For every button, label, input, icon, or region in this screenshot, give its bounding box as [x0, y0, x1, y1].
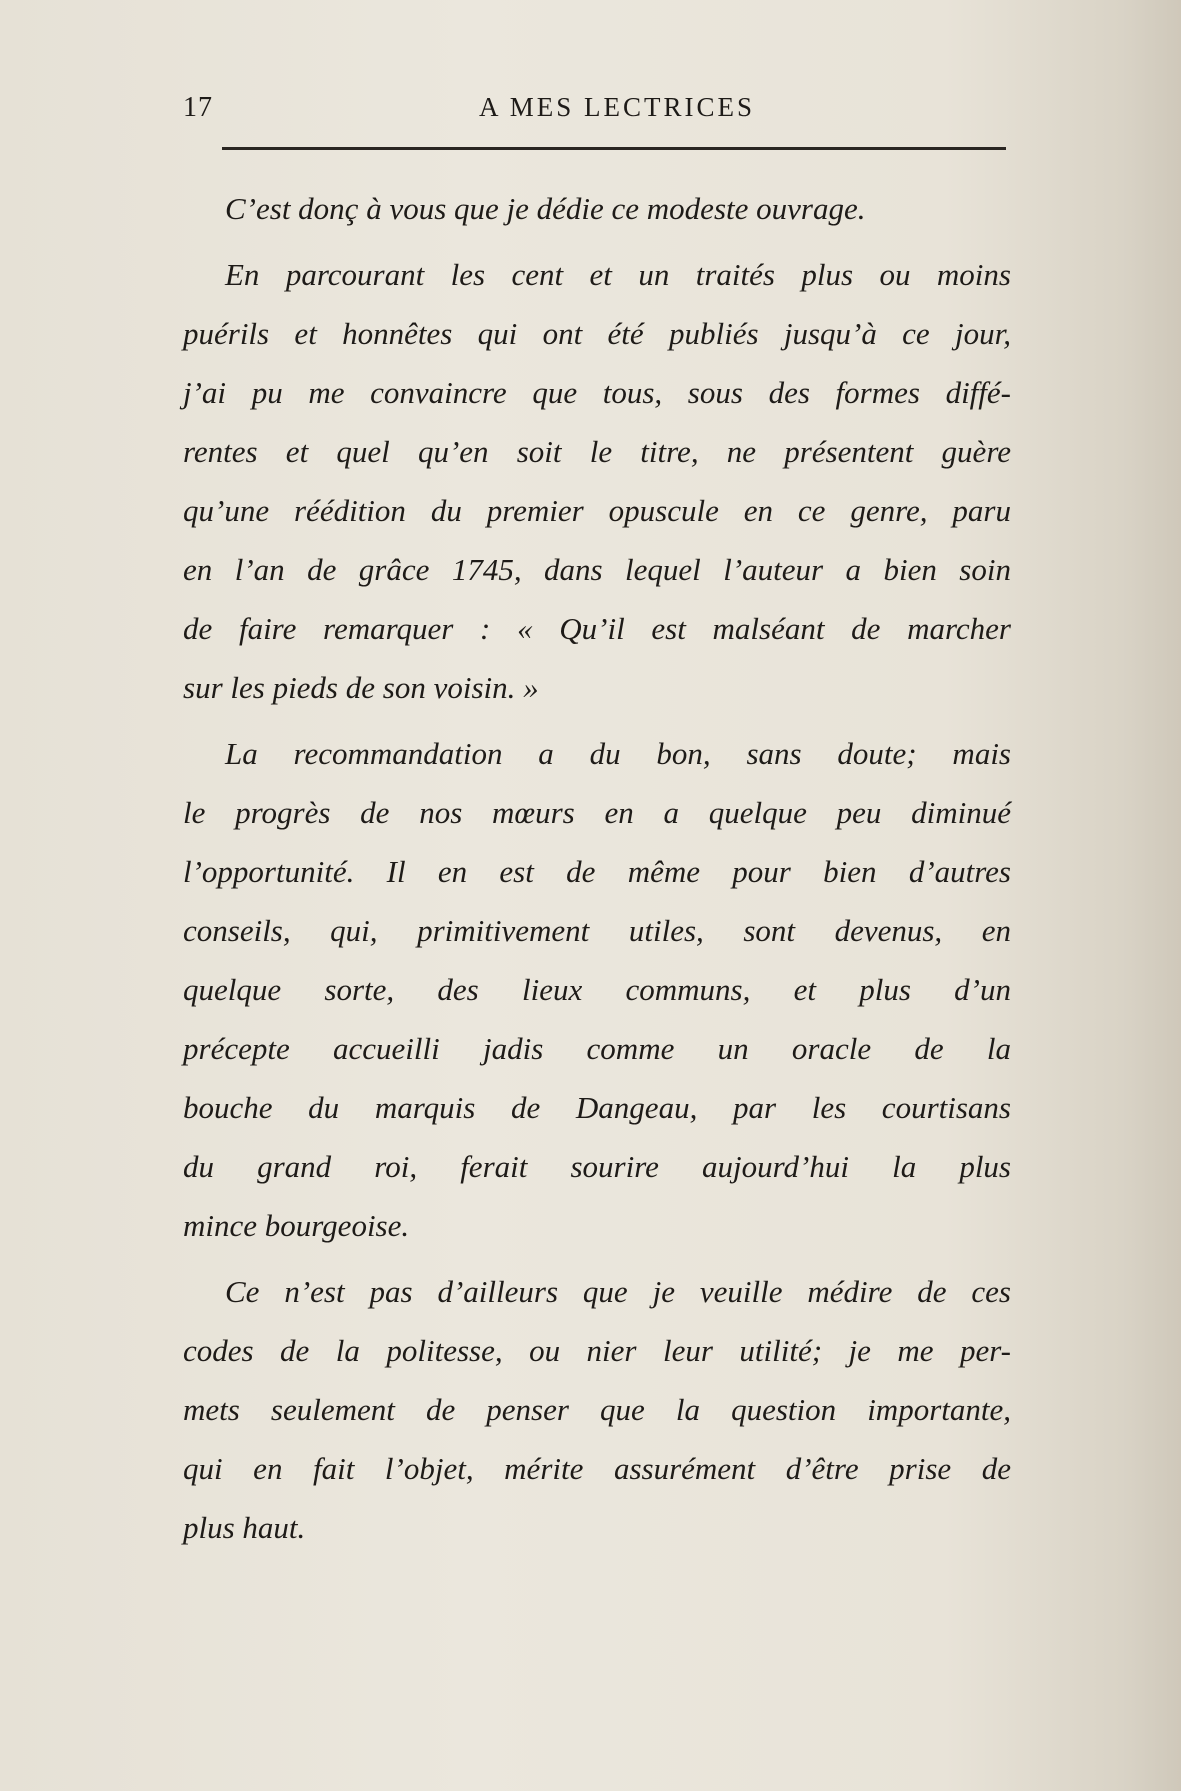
- text-line: codes de la politesse, ou nier leur utilité; je me per-: [183, 1333, 1011, 1368]
- text-line: La recommandation a du bon, sans doute; mais: [225, 736, 1011, 771]
- page-header: [183, 92, 1011, 128]
- text-line: puérils et honnêtes qui ont été publiés jusqu’à ce jour,: [183, 316, 1011, 351]
- paragraph: [183, 252, 1011, 724]
- text-line: conseils, qui, primitivement utiles, sont devenus, en: [183, 913, 1011, 948]
- paragraph: [183, 731, 1011, 1262]
- text-line: qui en fait l’objet, mérite assurément d’être prise de: [183, 1451, 1011, 1486]
- text-line: plus haut.: [183, 1510, 306, 1545]
- text-line: rentes et quel qu’en soit le titre, ne présentent guère: [183, 434, 1011, 469]
- text-line: sur les pieds de son voisin. »: [183, 670, 539, 705]
- text-line: de faire remarquer : « Qu’il est malséant de marcher: [183, 611, 1011, 646]
- text-line: l’opportunité. Il en est de même pour bien d’autres: [183, 854, 1011, 889]
- text-line: qu’une réédition du premier opuscule en ce genre, paru: [183, 493, 1011, 528]
- text-line: En parcourant les cent et un traités plus ou moins: [225, 257, 1011, 292]
- paragraph: [183, 186, 1011, 245]
- page-number: 17: [183, 92, 213, 123]
- text-line: en l’an de grâce 1745, dans lequel l’auteur a bien soin: [183, 552, 1011, 587]
- text-line: quelque sorte, des lieux communs, et plus d’un: [183, 972, 1011, 1007]
- text-line: du grand roi, ferait sourire aujourd’hui la plus: [183, 1149, 1011, 1184]
- paragraph: [183, 1269, 1011, 1564]
- text-line: le progrès de nos mœurs en a quelque peu diminué: [183, 795, 1011, 830]
- text-line: bouche du marquis de Dangeau, par les courtisans: [183, 1090, 1011, 1125]
- text-line: précepte accueilli jadis comme un oracle de la: [183, 1031, 1011, 1066]
- text-line: Ce n’est pas d’ailleurs que je veuille médire de ces: [225, 1274, 1011, 1309]
- text-line: mets seulement de penser que la question importante,: [183, 1392, 1011, 1427]
- header-rule: [222, 147, 1006, 150]
- text-line: j’ai pu me convaincre que tous, sous des formes diffé-: [183, 375, 1011, 410]
- text-line: C’est donç à vous que je dédie ce modeste ouvrage.: [225, 191, 866, 226]
- text-line: mince bourgeoise.: [183, 1208, 410, 1243]
- body-text: [183, 186, 1011, 1571]
- running-title: A MES LECTRICES: [478, 92, 756, 122]
